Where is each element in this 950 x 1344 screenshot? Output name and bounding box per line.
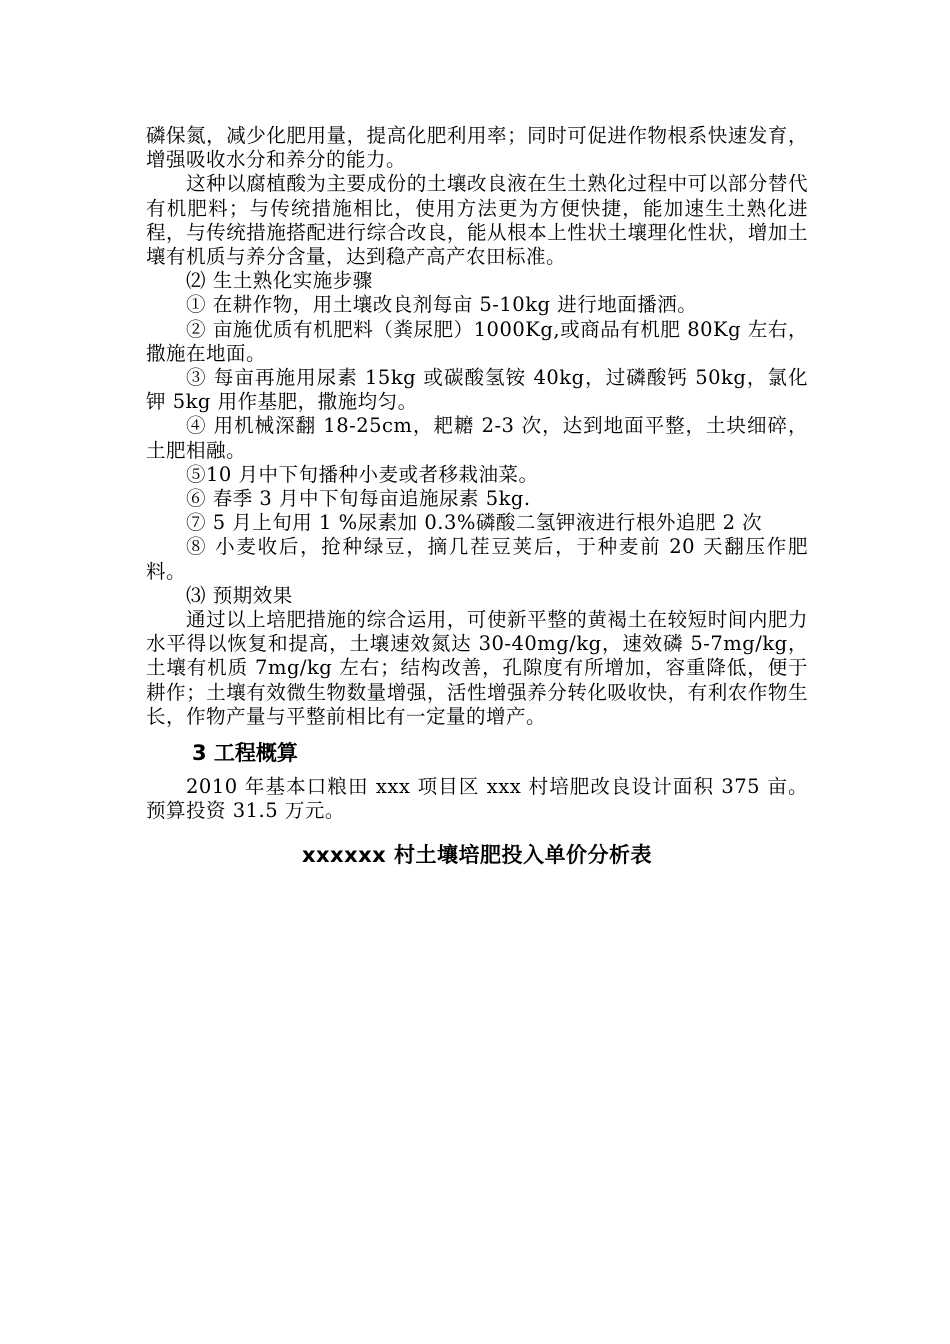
step-2: ② 亩施优质有机肥料（粪尿肥）1000Kg,或商品有机肥 80Kg 左右，撒施在地面。 [146,317,808,365]
paragraph-humic-acid: 这种以腐植酸为主要成份的土壤改良液在生土熟化过程中可以部分替代有机肥料；与传统措施相比，使用方法更为方便快捷，能加速生土熟化进程，与传统措施搭配进行综合改良，能从根本上性状土壤理化性状，增加土壤有机质与养分含量，达到稳产高产农田标准。 [146,172,808,269]
document-page [146,124,808,869]
paragraph-benefits: 磷保氮，减少化肥用量，提高化肥利用率；同时可促进作物根系快速发育，增强吸收水分和养分的能力。 [146,124,808,172]
section-heading-budget: 3 工程概算 [192,741,298,766]
step-3: ③ 每亩再施用尿素 15kg 或碳酸氢铵 40kg，过磷酸钙 50kg，氯化钾 5kg 用作基肥，撒施均匀。 [146,366,808,414]
step-5: ⑤10 月中下旬播种小麦或者移栽油菜。 [186,462,539,486]
step-8: ⑧ 小麦收后，抢种绿豆，摘几茬豆荚后，于种麦前 20 天翻压作肥料。 [146,535,808,583]
step-1: ① 在耕作物，用土壤改良剂每亩 5-10kg 进行地面播洒。 [186,293,698,317]
subheading-steps: ⑵ 生土熟化实施步骤 [186,269,373,293]
subheading-expected-effect: ⑶ 预期效果 [186,583,293,607]
table-title: xxxxxx 村土壤培肥投入单价分析表 [301,843,653,868]
step-4: ④ 用机械深翻 18-25cm，耙耱 2-3 次，达到地面平整，土块细碎，土肥相融。 [146,414,808,462]
paragraph-expected-effect: 通过以上培肥措施的综合运用，可使新平整的黄褐土在较短时间内肥力水平得以恢复和提高，土壤速效氮达 30-40mg/kg，速效磷 5-7mg/kg，土壤有机质 7mg/kg 左右；结构改善，孔隙度有所增加，容重降低，便于耕作；土壤有效微生物数量增强，活性增强养分转化吸收快，有利农作物生长，作物产量与平整前相比有一定量的增产。 [146,608,808,728]
paragraph-budget: 2010 年基本口粮田 xxx 项目区 xxx 村培肥改良设计面积 375 亩。预算投资 31.5 万元。 [146,775,808,823]
step-6: ⑥ 春季 3 月中下旬每亩追施尿素 5kg. [186,487,531,511]
step-7: ⑦ 5 月上旬用 1 %尿素加 0.3%磷酸二氢钾液进行根外追肥 2 次 [186,511,763,535]
